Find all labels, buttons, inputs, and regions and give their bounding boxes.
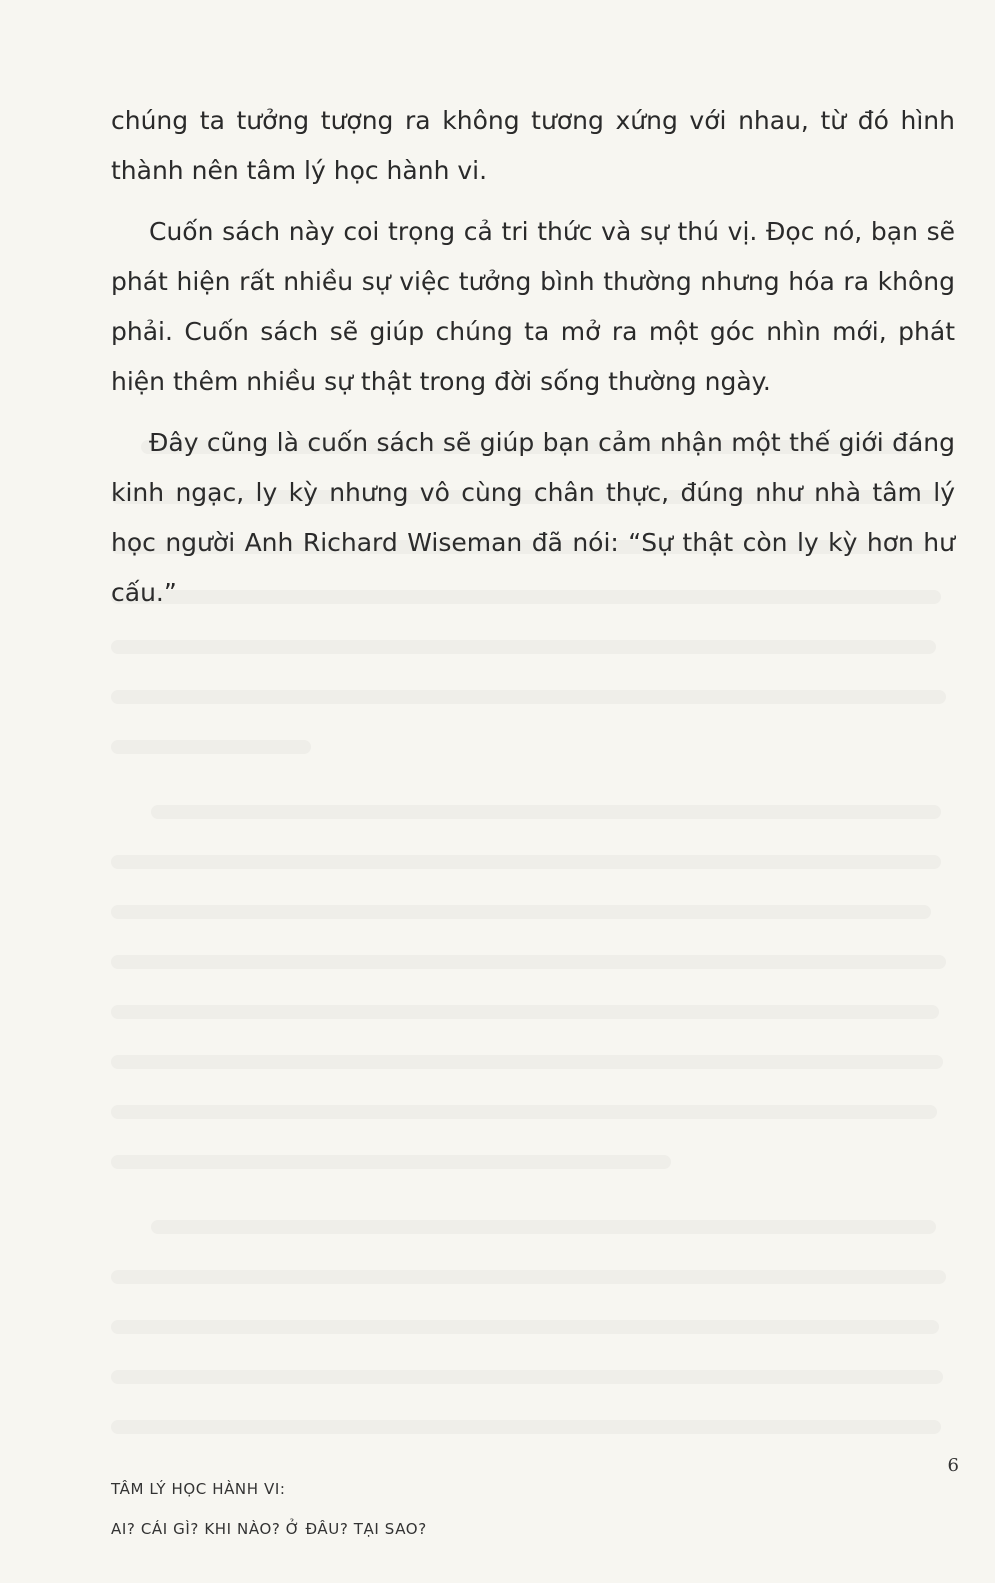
paragraph: Đây cũng là cuốn sách sẽ giúp bạn cảm nhận một thế giới đáng kinh ngạc, ly kỳ nhưng vô cùng chân thực, đúng như nhà tâm lý học người Anh Richard Wiseman đã nói: “Sự thật còn ly kỳ hơn hư cấu.”: [111, 428, 955, 607]
running-footer-title-line2: AI? CÁI GÌ? KHI NÀO? Ở ĐÂU? TẠI SAO?: [111, 1520, 427, 1538]
page-number: 6: [947, 1455, 959, 1476]
paragraph: Cuốn sách này coi trọng cả tri thức và sự thú vị. Đọc nó, bạn sẽ phát hiện rất nhiều sự việc tưởng bình thường nhưng hóa ra không phải. Cuốn sách sẽ giúp chúng ta mở ra một góc nhìn mới, phát hiện thêm nhiều sự thật trong đời sống thường ngày.: [111, 217, 955, 396]
paragraph-continuation: chúng ta tưởng tượng ra không tương xứng với nhau, từ đó hình thành nên tâm lý học hành vi.: [111, 106, 955, 185]
body-text: [111, 96, 955, 618]
running-footer-title-line1: TÂM LÝ HỌC HÀNH VI:: [111, 1480, 286, 1498]
